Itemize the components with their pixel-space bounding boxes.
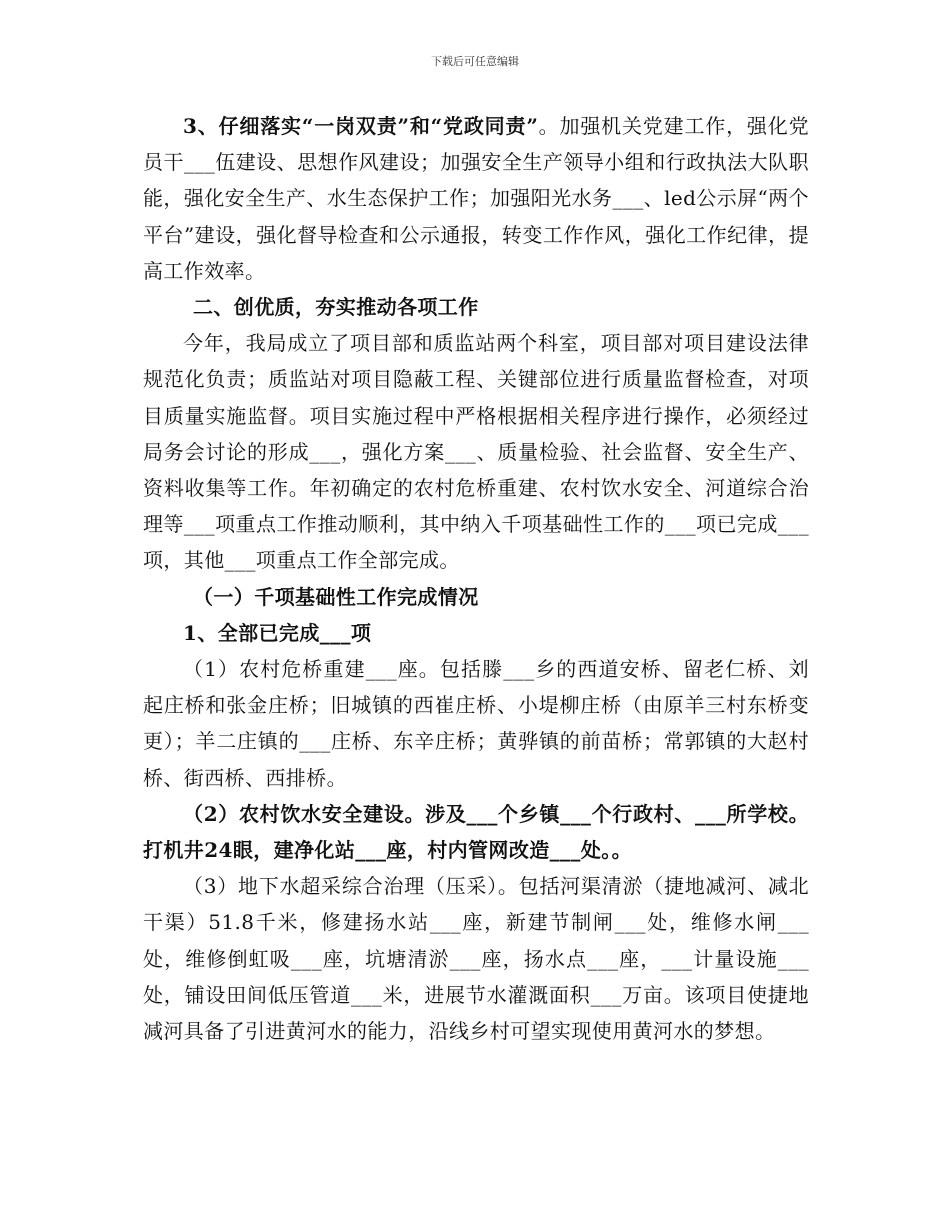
paragraph-bridges: （1）农村危桥重建___座。包括滕___乡的西道安桥、留老仁桥、刘起庄桥和张金庄桥；旧城镇的西崔庄桥、小堤柳庄桥（由原羊三村东桥变更）；羊二庄镇的___庄桥、东辛庄桥；黄骅镇的前苗桥；常郭镇的大赵村桥、街西桥、西排桥。 [143,657,809,790]
section-heading-2: 二、创优质，夯实推动各项工作 [193,295,479,320]
paragraph-text: 。加强机关党建工作，强化党员干___伍建设、思想作风建设；加强安全生产领导小组和行政执法大队职能，强化安全生产、水生态保护工作；加强阳光水务___、led公示屏“两个平台”建设，强化督导检查和公示通报，转变工作作风，强化工作纪律，提高工作效率。 [143,114,809,283]
paragraph-heading: 3、仔细落实“一岗双责”和“党政同责” [183,114,539,138]
paragraph-drinking-water: （2）农村饮水安全建设。涉及___个乡镇___个行政村、___所学校。打机井24眼，建净化站___座，村内管网改造___处。。 [143,801,809,863]
subsection-heading: （一）千项基础性工作完成情况 [193,584,479,609]
paragraph-projects: 今年，我局成立了项目部和质监站两个科室，项目部对项目建设法律规范化负责；质监站对项目隐蔽工程、关键部位进行质量监督检查，对项目质量实施监督。项目实施过程中严格根据相关程序进行操作，必须经过局务会讨论的形成___，强化方案___、质量检验、社会监督、安全生产、资料收集等工作。年初确定的农村危桥重建、农村饮水安全、河道综合治理等___项重点工作推动顺利，其中纳入千项基础性工作的___项已完成___项，其他___项重点工作全部完成。 [143,331,809,573]
paragraph-groundwater: （3）地下水超采综合治理（压采）。包括河渠清淤（捷地减河、减北干渠）51.8千米，修建扬水站___座，新建节制闸___处，维修水闸___处，维修倒虹吸___座，坑塘清淤___座，扬水点___座，___计量设施___处，铺设田间低压管道___米，进展节水灌溉面积___万亩。该项目使捷地减河具备了引进黄河水的能力，沿线乡村可望实现使用黄河水的梦想。 [143,874,809,1044]
document-body [143,108,809,1049]
page-header: 下载后可任意编辑 [431,55,519,68]
paragraph-party-building [143,108,809,289]
item-heading: 1、全部已完成___项 [183,620,372,645]
